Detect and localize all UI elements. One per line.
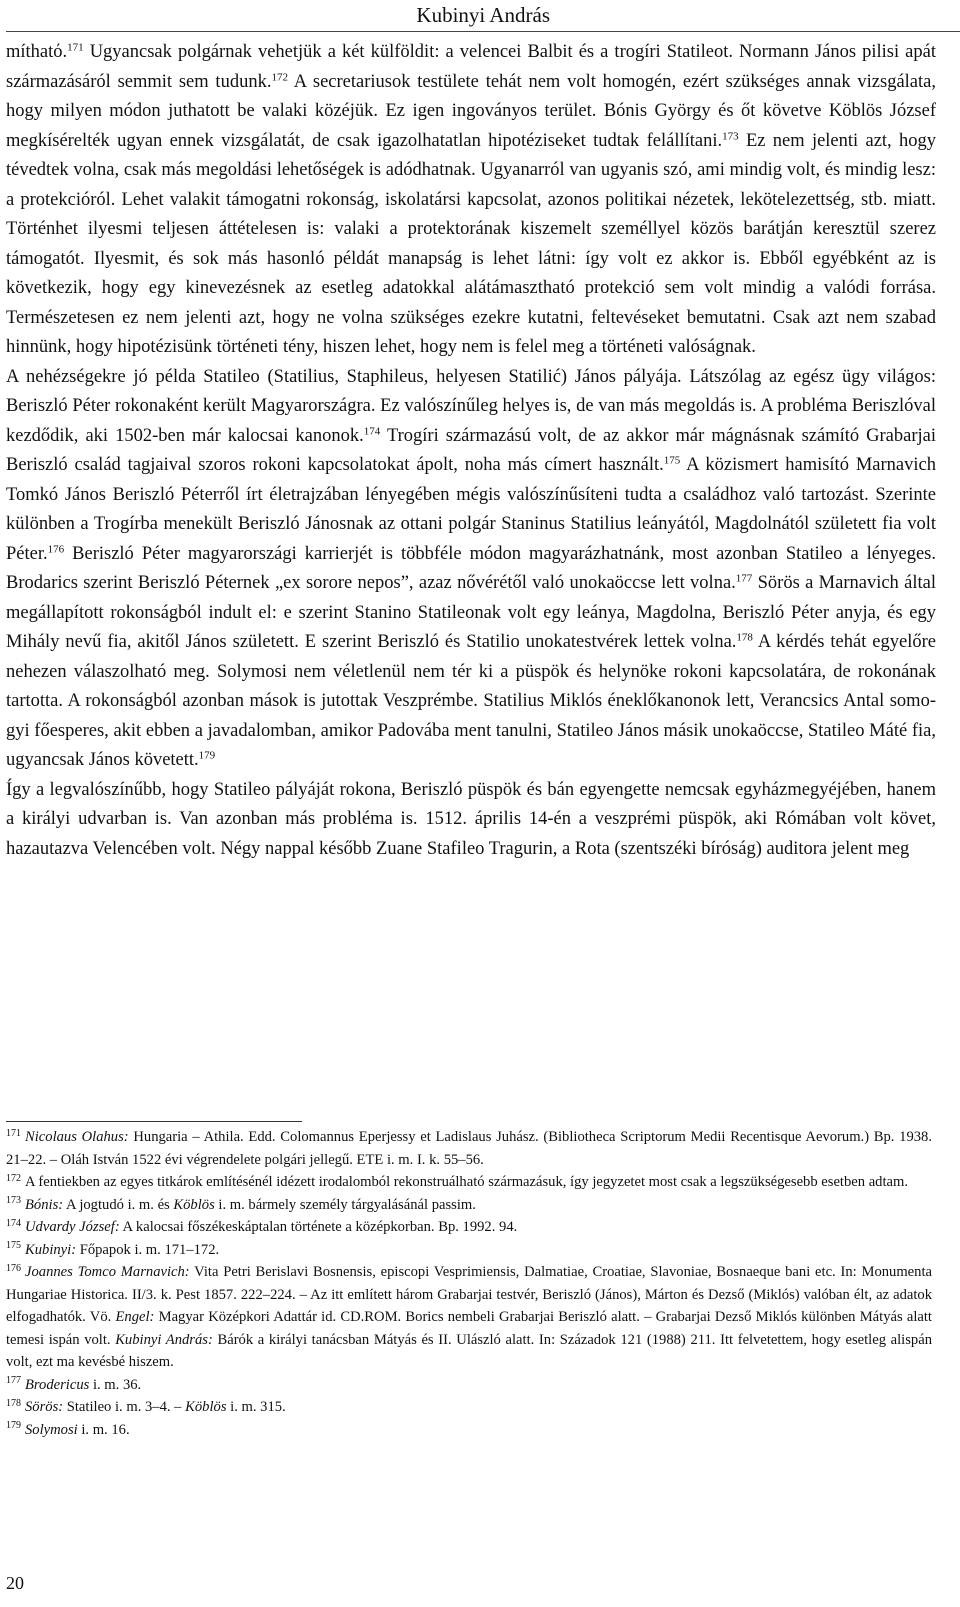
footnote xyxy=(6,1239,932,1262)
footnote-ref[interactable]: 177 xyxy=(735,572,753,585)
footnote-author: Bónis: xyxy=(25,1196,64,1213)
footnote-ref[interactable]: 175 xyxy=(663,454,681,467)
text-run: Sörös a Marnavich által megállapított rokonságból indult el: e szerint Stanino Statileonak volt egy leánya, Magdolna, Beriszló Péter anyja, és egy Mihály nevű fia, akitől János született. E szerint Beriszló és Statilio unokatestvérek lettek volna. xyxy=(6,573,936,652)
footnote-text: A jogtudó i. m. és xyxy=(63,1196,174,1213)
footnote-text: i. m. 16. xyxy=(77,1421,130,1438)
footnote xyxy=(6,1261,932,1374)
text-run: A kérdés tehát egyelőre nehezen válaszolható meg. Solymosi nem véletlenül nem tér ki a püspök és helynöke rokoni kapcsolatára, de rokonának tartotta. A rokonságból azonban mások is jutottak Veszprémbe. Statilius Miklós éneklőkanonok lett, Verancsics Antal somogyi főesperes, akit ebben a javadalomban, amikor Padovába ment tanulni, Statileo János másik unokaöccse, Statileo Máté fia, ugyancsak János követett. xyxy=(6,632,936,770)
footnote-rule xyxy=(6,1121,302,1122)
footnote-author: Sörös: xyxy=(25,1399,64,1415)
running-header: Kubinyi András xyxy=(416,3,550,27)
text-run: Így a legvalószínűbb, hogy Statileo pályáját rokona, Beriszló püspök és bán egyengette nemcsak egyházmegyéjében, hanem a királyi udvarban is. Van azonban más probléma is. 1512. április 14-én a veszprémi püspök, aki Rómában volt követ, hazautazva Velencében volt. Négy nappal később Zuane Stafileo Tragurin, a Rota (szentszéki bíróság) auditora jelent meg xyxy=(6,779,936,859)
footnote-text: i. m. 315. xyxy=(226,1399,286,1415)
paragraph xyxy=(6,38,936,363)
footnote-number: 173 xyxy=(6,1195,21,1206)
footnote-ref[interactable]: 179 xyxy=(198,749,216,762)
text-run: Ugyancsak polgárnak vehetjük a két külföldit: a velencei Balbit és a trogíri Statileot. Normann János pilisi apát származásáról semmit sem tudunk. xyxy=(6,42,936,92)
text-run: Beriszló Péter magyarországi karrierjét is többféle módon magyarázhatnánk, most azonban Statileo a lényeges. Brodarics szerint Beriszló Péternek „ex sorore nepos”, azaz nővérétől való unokaöccse lett volna. xyxy=(6,543,936,593)
text-run: míthatό. xyxy=(6,42,68,62)
footnote xyxy=(6,1419,932,1442)
footnote-number: 171 xyxy=(6,1127,21,1139)
footnote xyxy=(6,1126,932,1171)
footnote xyxy=(6,1194,932,1217)
footnote xyxy=(6,1396,932,1419)
footnote-text: i. m. 36. xyxy=(89,1376,142,1393)
footnote-author: Kubinyi: xyxy=(25,1241,77,1258)
footnote-number: 176 xyxy=(6,1262,21,1274)
text-run: A közismert hamisító Marnavich Tomkó János Beriszló Péterről írt életrajzában lényegében mégis valószínűsíteni tudta a családhoz való tartozást. Szerinte különben a Trogírba menekült Beriszló Jánosnak az ottani polgár Staninus Statilius leányától, Magdolnától született fia volt Péter. xyxy=(6,455,936,564)
footnote-author: Nicolaus Olahus: xyxy=(25,1129,129,1145)
paragraph xyxy=(6,776,936,865)
footnote-author: Solymosi xyxy=(25,1421,78,1438)
text-run: Trogíri származású volt, de az akkor már mágnásnak számító Grabarjai Beriszló család tagjaival szoros rokoni kapcsolatokat ápolt, noha más címert használt. xyxy=(6,425,936,475)
footnote-author: Udvardy József: xyxy=(25,1219,120,1235)
footnote-text: Magyar Középkori Adattár id. CD.ROM. Borics nembeli Grabarjai Beriszló alatt. – Grabarjai Dezső Miklós különben Mátyás alatt temesi ispán volt. xyxy=(6,1309,932,1348)
footnote-number: 175 xyxy=(6,1240,21,1251)
footnote-text: Vita Petri Berislavi Bosnensis, episcopi Vesprimiensis, Dalmatiae, Croatiae, Slavoniae, Bosnaeque bani etc. In: Monumenta Hungariae Historica. II/3. k. Pest 1857. 222–224. – Az itt említett három Grabarjai testvér, Beriszló (János), Márton és Dezső (Miklós) valóban élt, az adatok elfogadhatók. Vö. xyxy=(6,1264,932,1325)
footnote-ref[interactable]: 171 xyxy=(67,41,84,54)
footnote-author: Engel: xyxy=(115,1309,155,1325)
footnote-text: A fentiekben az egyes titkárok említésénél idézett irodalomból rekonstruálható származásuk, így jegyzetet most csak a legszükségesebb esetben adtam. xyxy=(25,1174,909,1190)
footnote-author: Joannes Tomco Marnavich: xyxy=(25,1264,190,1280)
footnote-ref[interactable]: 174 xyxy=(363,424,381,437)
footnote-ref[interactable]: 178 xyxy=(736,631,753,644)
footnote xyxy=(6,1171,932,1194)
footnote xyxy=(6,1216,932,1239)
footnote-text: Bárók a királyi tanácsban Mátyás és II. Ulászló alatt. In: Századok 121 (1988) 211. Itt felvetettem, hogy esetleg alispán volt, ezt ma kevésbé hiszem. xyxy=(6,1331,932,1370)
footnote-text: Statileo i. m. 3–4. – xyxy=(63,1399,186,1415)
footnote-number: 174 xyxy=(6,1217,21,1229)
header-rule xyxy=(6,31,960,32)
footnote-number: 179 xyxy=(6,1420,21,1431)
main-text xyxy=(6,38,936,864)
footnotes xyxy=(6,1126,932,1441)
footnote-ref[interactable]: 173 xyxy=(722,129,739,142)
footnote-author: Kubinyi András: xyxy=(115,1331,213,1348)
text-run: A secretariusok testülete tehát nem volt homogén, ezért szükséges annak vizsgálata, hogy milyen módon juthatott be valaki közéjük. Ez igen ingoványos terület. Bónis György és őt követve Köblös József megkísérelték ugyan ennek vizsgálatát, de csak igazolhatatlan hipotéziseket tudtak felállítani. xyxy=(6,71,936,151)
footnote xyxy=(6,1374,932,1397)
footnote-author: Köblös xyxy=(185,1399,227,1415)
footnote-ref[interactable]: 176 xyxy=(47,542,65,555)
footnote-text: Hungaria – Athila. Edd. Colomannus Eperjessy et Ladislaus Juhász. (Bibliotheca Scriptorum Medii Recentisque Aevorum.) Bp. 1938. 21–22. – Oláh István 1522 évi végrendelete polgári jellegű. ETE i. m. I. k. 55–56. xyxy=(6,1129,933,1168)
footnote-number: 178 xyxy=(6,1397,21,1409)
page-number: 20 xyxy=(6,1573,24,1593)
footnote-text: A kalocsai főszékeskáptalan története a középkorban. Bp. 1992. 94. xyxy=(119,1219,518,1235)
footnote-ref[interactable]: 172 xyxy=(271,70,288,83)
footnote-text: Főpapok i. m. 171–172. xyxy=(76,1241,220,1258)
footnote-text: i. m. bármely személy tárgyalásánál passim. xyxy=(214,1196,476,1213)
text-run: Ez nem jelenti azt, hogy tévedtek volna, csak más megoldási lehetőségek is adódhatnak. Ugyanarról van ugyanis szó, ami mindig volt, és mindig lesz: a protekcióról. Lehet valakit támogatni rokonság, iskolatársi kapcsolat, azonos politikai nézetek, lekötelezettség, stb. miatt. Történhet ilyesmi teljesen áttételesen is: valaki a protektorának kiszemelt személlyel közös barátján keresztül szerez támogatót. Ilyesmit, és sok más hasonló példát manapság is lehet látni: így volt ez akkor is. Ebből egyébként az is következik, hogy egy kinevezésnek az esetleg adatokkal alátámasztható protekció sem volt mindig a valódi forrása. Természetesen ez nem jelenti azt, hogy ne volna szükséges ezekre kutatni, feltevéseket bemutatni. Csak azt nem szabad hinnünk, hogy hipotézisünk történeti tény, hiszen lehet, hogy nem is felel meg a történeti valóságnak. xyxy=(6,130,936,357)
footnote-number: 172 xyxy=(6,1172,21,1184)
paragraph xyxy=(6,363,936,776)
text-run: A nehézségekre jó példa Statileo (Statilius, Staphileus, helyesen Statilić) János pályája. Látszólag az egész ügy világos: Beriszló Péter rokonaként került Magyarországra. Ez valószínűleg helyes is, de van más megoldás is. A probléma Beriszlóval kezdődik, aki 1502-ben már kalocsai kanonok. xyxy=(6,366,936,446)
footnote-author: Brodericus xyxy=(25,1376,90,1393)
footnote-number: 177 xyxy=(6,1375,21,1386)
footnote-author: Köblös xyxy=(173,1196,215,1213)
